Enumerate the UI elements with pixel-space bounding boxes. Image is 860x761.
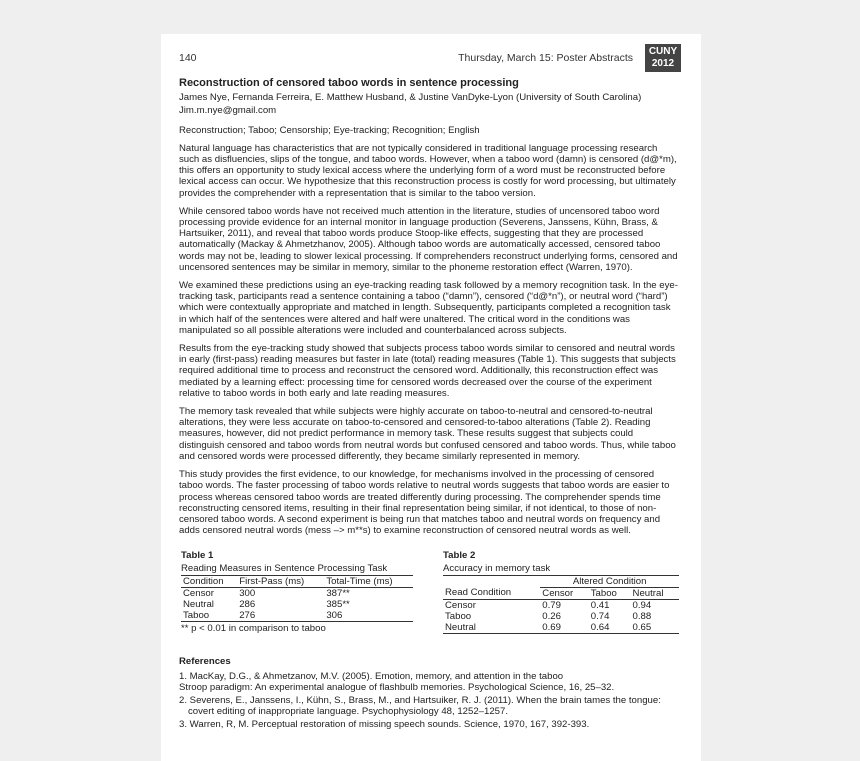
paper-page <box>161 34 701 761</box>
table-cell: 0.79 <box>542 599 561 611</box>
table-2-caption: Accuracy in memory task <box>443 562 551 574</box>
table-header-cell: Read Condition <box>443 587 540 599</box>
table-1-label: Table 1 <box>181 550 214 562</box>
page-number: 140 <box>179 52 197 64</box>
table-2-label: Table 2 <box>443 550 476 562</box>
table-header-cell: Condition <box>181 575 237 587</box>
table-cell: 0.94 <box>632 599 652 611</box>
table-cell: Taboo <box>181 610 237 622</box>
table-1-grid <box>181 575 413 622</box>
table-cell: 286 <box>239 598 256 610</box>
table-row <box>443 622 679 634</box>
table-cell: 387** <box>326 587 350 599</box>
table-row <box>443 599 679 611</box>
paragraph: The memory task revealed that while subjects were highly accurate on taboo-to-neutral and censored-to-neutral alterations, they were less accurate on taboo-to-censored and censored-to-taboo alterations (Table 2). Reading measures, however, did not predict performance in memory task. These results suggest that subjects could distinguish censored and taboo words from neutral words but confused censored and taboo words. Thus, while taboo and censored words were processed differently, they became similarly represented in memory. <box>179 406 676 462</box>
table-cell: Censor <box>183 587 214 599</box>
reference-line: 2. Severens, E., Janssens, I., Kühn, S., Brass, M., and Hartsuiker, R. J. (2011). When the brain tames the tongue: <box>179 694 661 706</box>
reference-item <box>179 671 679 693</box>
article-authors: James Nye, Fernanda Ferreira, E. Matthew Husband, & Justine VanDyke-Lyon (University of South Carolina) <box>179 92 642 104</box>
table-cell: 0.74 <box>590 610 610 622</box>
reference-item <box>179 695 679 717</box>
page-header <box>179 48 681 70</box>
table-cell: 0.65 <box>631 622 679 634</box>
table-2-grid <box>443 575 679 634</box>
table-header-cell: Neutral <box>631 587 679 599</box>
table-cell: 385** <box>326 598 350 610</box>
author-email: Jim.m.nye@gmail.com <box>179 105 277 117</box>
paragraph: While censored taboo words have not received much attention in the literature, studies of uncensored taboo word processing provide evidence for an internal monitor in language production (Severens, Janssens, Kühn, Brass, & Hartsuiker, 2011), and reveal that taboo words produce Stoop-like effects, suggesting that they are processed automatically (Mackay & Ahmetzhanov, 2005). Although taboo words are automatically accessed, censored taboo words may not be, leading to slower lexical processing. If comprehenders reconstruct underlying forms, censored and uncensored sentences may be similar in memory, similar to the phoneme restoration effect (Warren, 1970). <box>179 205 678 273</box>
table-cell: 0.26 <box>542 610 561 622</box>
paragraph: Results from the eye-tracking study showed that subjects process taboo words similar to censored and neutral words in early (first-pass) reading measures but faster in late (total) reading measures (Table 1). This suggests that subjects required additional time to process and reconstruct the censored word. Additionally, this reconstruction effect was mediated by a learning effect: processing time for censored words decreased over the course of the experiment relative to taboo words in both early and late reading measures. <box>179 343 676 399</box>
table-spacer-cell <box>443 575 540 587</box>
table-cell: 306 <box>324 610 413 622</box>
table-header-row <box>181 575 413 587</box>
table-header-cell: Taboo <box>589 587 631 599</box>
table-cell: 0.88 <box>632 610 652 622</box>
paragraph: This study provides the first evidence, to our knowledge, for mechanisms involved in the processing of censored taboo words. The faster processing of taboo words relative to neutral words suggests that taboo words are easier to process whereas censored taboo words are treated differently during processing. The comprehender spends time reconstructing censored items, resulting in their final representation being similar, if not identical, to those of non-censored taboo words. A second experiment is being run that matches taboo and neutral words on frequency and adds censored neutral words (mess –> m**s) to examine reconstruction of censored neutral words as well. <box>179 469 670 537</box>
table-header-cell: Censor <box>540 587 588 599</box>
table-header-row <box>443 587 679 599</box>
table-cell: Censor <box>445 599 476 611</box>
table-header-cell: First-Pass (ms) <box>237 575 324 587</box>
references-heading: References <box>179 656 231 668</box>
table-group-header-row <box>443 575 679 587</box>
reference-line: 1. MacKay, D.G., & Ahmetzanov, M.V. (2005). Emotion, memory, and attention in the taboo <box>179 670 564 682</box>
running-head: Thursday, March 15: Poster Abstracts <box>458 52 633 64</box>
table-row <box>181 599 413 610</box>
table-1-note: ** p < 0.01 in comparison to taboo <box>181 622 326 634</box>
conference-logo <box>645 44 681 72</box>
logo-line-1: CUNY <box>648 46 678 57</box>
reference-line: Stroop paradigm: An experimental analogue of flashbulb memories. Psychological Science, 16, 25–32. <box>179 681 615 693</box>
paragraph: We examined these predictions using an eye-tracking reading task followed by a memory recognition task. In the eye-tracking task, participants read a sentence containing a taboo (“damn”), censored (“d@*n”), or neutral word (“hard”) which were contextually appropriate and matched in length. Subsequently, participants completed a recognition task in which half of the sentences were altered and half were unaltered. The critical word in the conditions was manipulated so all possible alterations were included and counterbalanced across subjects. <box>179 280 678 336</box>
table-cell: Taboo <box>445 610 472 622</box>
article-title: Reconstruction of censored taboo words in sentence processing <box>179 77 519 89</box>
article-keywords: Reconstruction; Taboo; Censorship; Eye-tracking; Recognition; English <box>179 124 480 136</box>
table-1 <box>181 550 413 634</box>
reference-item <box>179 719 679 730</box>
table-row <box>443 611 679 622</box>
table-cell: 0.64 <box>589 622 631 634</box>
table-1-caption: Reading Measures in Sentence Processing Task <box>181 562 388 574</box>
table-cell: 276 <box>237 610 324 622</box>
table-group-header: Altered Condition <box>540 575 679 587</box>
table-cell: Neutral <box>443 622 540 634</box>
table-cell: 300 <box>239 587 256 599</box>
reference-line: 3. Warren, R, M. Perceptual restoration of missing speech sounds. Science, 1970, 167, 392-393. <box>179 719 590 731</box>
table-row <box>181 587 413 599</box>
table-cell: 0.69 <box>540 622 588 634</box>
paragraph: Natural language has characteristics that are not typically considered in traditional language processing research such as disfluencies, slips of the tongue, and taboo words. However, when a taboo word (damn) is censored (d@*m), this offers an opportunity to study lexical access where the underlying form of a word must be reconstructed before lexical access can occur. We hypothesize that this reconstruction process is costly for word processing, but ultimately provides the comprehender with a representation that is similar to the taboo version. <box>179 142 677 199</box>
tables-row <box>179 550 679 650</box>
reference-line: covert editing of inappropriate language. Psychophysiology 48, 1252–1257. <box>188 706 509 718</box>
article-body <box>179 78 679 733</box>
logo-line-2: 2012 <box>651 58 675 69</box>
table-2 <box>443 550 679 633</box>
table-row <box>181 610 413 622</box>
table-cell: Neutral <box>183 598 214 610</box>
table-cell: 0.41 <box>590 599 610 611</box>
table-header-cell: Total-Time (ms) <box>324 575 413 587</box>
